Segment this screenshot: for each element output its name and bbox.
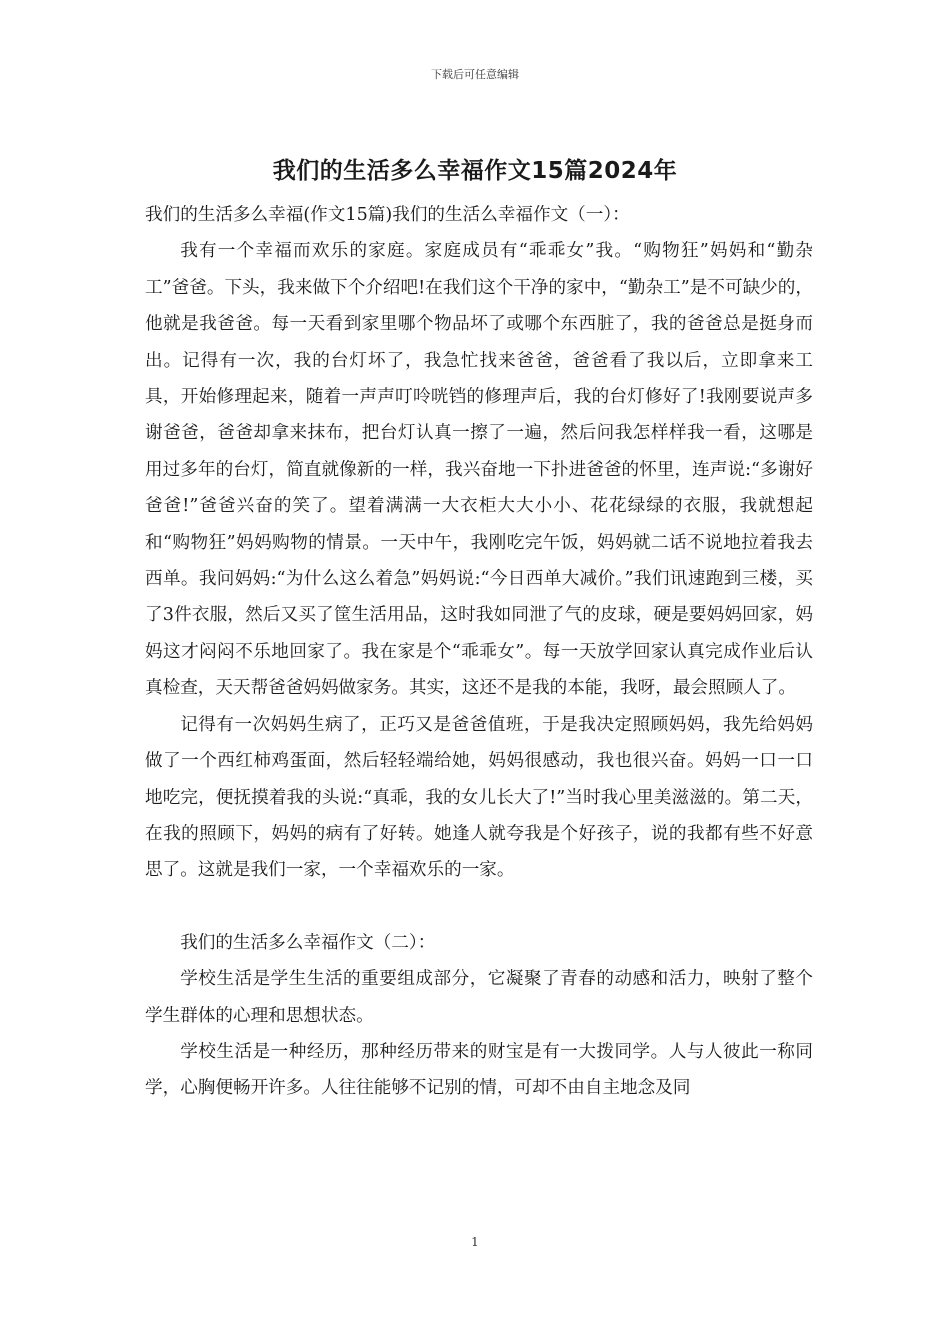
section-heading: 我们的生活多么幸福作文（二）： [180,932,436,953]
paragraph: 学校生活是一种经历，那种经历带来的财宝是有一大拨同学。人与人彼此一称同学，心胸便畅开许多。人往往能够不记别的情，可却不由自主地念及同 [145,1041,813,1099]
document-body [145,197,813,1107]
page-number: 1 [471,1235,479,1249]
subtitle-line: 我们的生活多么幸福(作文15篇)我们的生活么幸福作文（一）： [145,205,630,225]
paragraph: 学校生活是学生生活的重要组成部分，它凝聚了青春的动感和活力，映射了整个学生群体的心理和思想状态。 [145,969,813,1026]
header-note: 下载后可任意编辑 [431,68,519,81]
paragraph: 我有一个幸福而欢乐的家庭。家庭成员有“乖乖女”我。“购物狂”妈妈和“勤杂工”爸爸。下头，我来做下个介绍吧!在我们这个干净的家中，“勤杂工”是不可缺少的，他就是我爸爸。每一天看到家里哪个物品坏了或哪个东西脏了，我的爸爸总是挺身而出。记得有一次，我的台灯坏了，我急忙找来爸爸，爸爸看了我以后，立即拿来工具，开始修理起来，随着一声声叮呤咣铛的修理声后，我的台灯修好了!我刚要说声多谢爸爸，爸爸却拿来抹布，把台灯认真一擦了一遍，然后问我怎样样我一看，这哪是用过多年的台灯，简直就像新的一样，我兴奋地一下扑进爸爸的怀里，连声说:“多谢好爸爸!”爸爸兴奋的笑了。望着满满一大衣柜大大小小、花花绿绿的衣服，我就想起和“购物狂”妈妈购物的情景。一天中午，我刚吃完午饭，妈妈就二话不说地拉着我去西单。我问妈妈:“为什么这么着急”妈妈说:“今日西单大减价。”我们讯速跑到三楼，买了3件衣服，然后又买了筐生活用品，这时我如同泄了气的皮球，硬是要妈妈回家，妈妈这才闷闷不乐地回家了。我在家是个“乖乖女”。每一天放学回家认真完成作业后认真检查，天天帮爸爸妈妈做家务。其实，这还不是我的本能，我呀，最会照顾人了。 [145,241,813,699]
document-title: 我们的生活多么幸福作文15篇2024年 [272,158,678,184]
paragraph: 记得有一次妈妈生病了，正巧又是爸爸值班，于是我决定照顾妈妈，我先给妈妈做了一个西红柿鸡蛋面，然后轻轻端给她，妈妈很感动，我也很兴奋。妈妈一口一口地吃完，便抚摸着我的头说:“真乖，我的女儿长大了!”当时我心里美滋滋的。第二天，在我的照顾下，妈妈的病有了好转。她逢人就夸我是个好孩子，说的我都有些不好意思了。这就是我们一家，一个幸福欢乐的一家。 [145,714,813,881]
